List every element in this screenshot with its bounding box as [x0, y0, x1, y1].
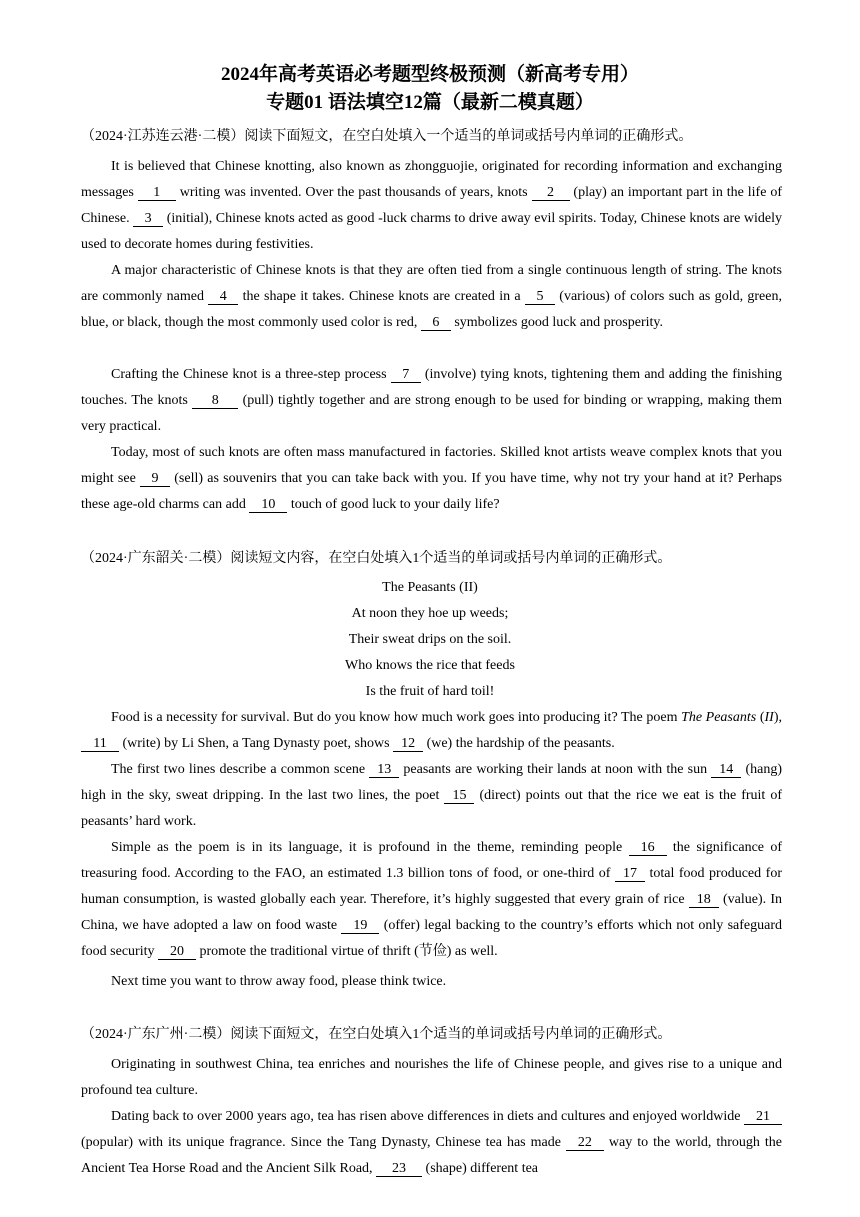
poem-title: The Peasants (II)	[382, 580, 478, 595]
passage3-paragraph-2: Dating back to over 2000 years ago, tea has risen above differences in diets and cultures and enjoyed worldwide 21 (popular) with its unique fragrance. Since the Tang Dynasty, Chinese tea has made 22 way to the world, through the Ancient Tea Horse Road and the Ancient Silk Road, 23 (shape) different tea	[81, 1109, 782, 1176]
passage3-source: （2024·广东广州·二模）阅读下面短文，在空白处填入1个适当的单词或括号内单词的正确形式。	[81, 1027, 672, 1042]
passage1-source: （2024·江苏连云港·二模）阅读下面短文，在空白处填入一个适当的单词或括号内单词的正确形式。	[81, 129, 693, 144]
passage1-paragraph-2: A major characteristic of Chinese knots is that they are often tied from a single continuous length of string. The knots are commonly named 4 the shape it takes. Chinese knots are created in a 5 (various) of colors such as gold, green, blue, or black, though the most commonly used color is red, 6 symbolizes good luck and prosperity.	[81, 263, 782, 330]
document-title: 2024年高考英语必考题型终极预测（新高考专用）	[220, 64, 639, 85]
blank-4[interactable]: 4	[208, 289, 238, 305]
blank-16[interactable]: 16	[629, 840, 667, 856]
blank-7[interactable]: 7	[391, 367, 421, 383]
blank-15[interactable]: 15	[444, 788, 474, 804]
blank-11[interactable]: 11	[81, 736, 119, 752]
blank-13[interactable]: 13	[369, 762, 399, 778]
blank-2[interactable]: 2	[532, 185, 570, 201]
passage1-paragraph-1: It is believed that Chinese knotting, also known as zhongguojie, originated for recording information and exchanging messages 1 writing was invented. Over the past thousands of years, knots 2 (play) an important part in the life of Chinese. 3 (initial), Chinese knots acted as good -luck charms to drive away evil spirits. Today, Chinese knots are widely used to decorate homes during festivities.	[81, 159, 782, 252]
blank-12[interactable]: 12	[393, 736, 423, 752]
blank-20[interactable]: 20	[158, 944, 196, 960]
poem-line-2: Their sweat drips on the soil.	[348, 632, 512, 647]
passage2-source: （2024·广东韶关·二模）阅读短文内容，在空白处填入1个适当的单词或括号内单词的正确形式。	[81, 551, 672, 566]
poem-name: The Peasants	[681, 710, 757, 725]
passage2-paragraph-1: Food is a necessity for survival. But do you know how much work goes into producing it? The poem The Peasants (II), 11 (write) by Li Shen, a Tang Dynasty poet, shows 12 (we) the hardship of the peasants.	[81, 705, 782, 757]
passage2-paragraph-4: Next time you want to throw away food, please think twice.	[111, 974, 447, 989]
poem-line-1: At noon they hoe up weeds;	[351, 606, 509, 621]
blank-21[interactable]: 21	[744, 1109, 782, 1125]
blank-17[interactable]: 17	[615, 866, 645, 882]
passage3-paragraph-1: Originating in southwest China, tea enriches and nourishes the life of Chinese people, and gives rise to a unique and profound tea culture.	[81, 1057, 782, 1098]
blank-1[interactable]: 1	[138, 185, 176, 201]
document-subtitle: 专题01 语法填空12篇（最新二模真题）	[266, 92, 594, 113]
passage1-paragraph-3: Crafting the Chinese knot is a three-step process 7 (involve) tying knots, tightening them and adding the finishing touches. The knots 8 (pull) tightly together and are strong enough to be used for binding or wrapping, making them very practical.	[81, 367, 783, 434]
blank-22[interactable]: 22	[566, 1135, 604, 1151]
blank-6[interactable]: 6	[421, 315, 451, 331]
blank-5[interactable]: 5	[525, 289, 555, 305]
passage2-paragraph-3: Simple as the poem is in its language, it is profound in the theme, reminding people 16 the significance of treasuring food. According to the FAO, an estimated 1.3 billion tons of food, or one-third of 17 total food produced for human consumption, is wasted globally each year. Therefore, it’s highly suggested that every grain of rice 18 (value). In China, we have adopted a law on food waste 19 (offer) legal backing to the country’s efforts which not only safeguard food security 20 promote the traditional virtue of thrift (节俭) as well.	[81, 840, 782, 959]
blank-14[interactable]: 14	[711, 762, 741, 778]
blank-3[interactable]: 3	[133, 211, 163, 227]
blank-10[interactable]: 10	[249, 497, 287, 513]
passage2-paragraph-2: The first two lines describe a common scene 13 peasants are working their lands at noon with the sun 14 (hang) high in the sky, sweat dripping. In the last two lines, the poet 15 (direct) points out that the rice we eat is the fruit of peasants’ hard work.	[81, 762, 782, 829]
blank-9[interactable]: 9	[140, 471, 170, 487]
poem-line-4: Is the fruit of hard toil!	[365, 684, 495, 699]
poem-line-3: Who knows the rice that feeds	[345, 658, 515, 673]
passage1-paragraph-4: Today, most of such knots are often mass manufactured in factories. Skilled knot artists weave complex knots that you might see 9 (sell) as souvenirs that you can take back with you. If you have time, why not try your hand at it? Perhaps these age-old charms can add 10 touch of good luck to your daily life?	[81, 445, 782, 512]
blank-8[interactable]: 8	[192, 393, 238, 409]
blank-19[interactable]: 19	[341, 918, 379, 934]
blank-23[interactable]: 23	[376, 1161, 422, 1177]
blank-18[interactable]: 18	[689, 892, 719, 908]
